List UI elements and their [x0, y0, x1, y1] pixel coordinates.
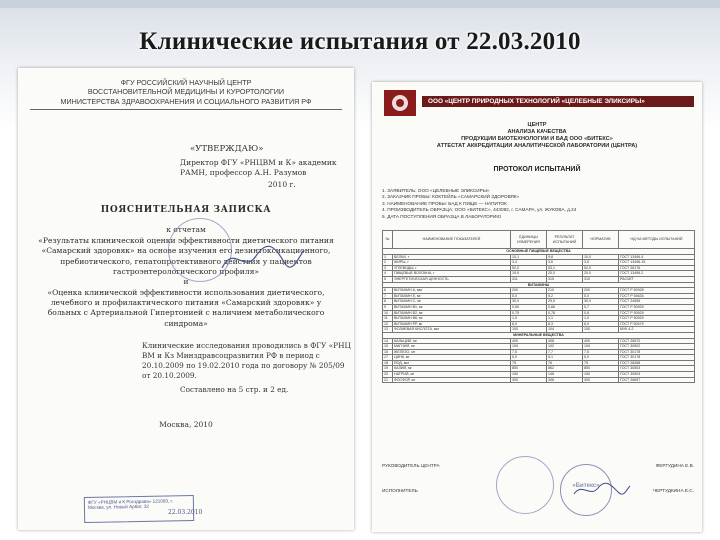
- table-cell: 5: [383, 276, 393, 282]
- table-header-cell: №: [383, 231, 393, 249]
- table-cell: 15: [383, 344, 393, 350]
- table-cell: МУК 4.2: [619, 327, 695, 333]
- table-cell: 7,5: [583, 349, 619, 355]
- table-cell: 75: [511, 360, 547, 366]
- center-heading-line: АНАЛИЗА КАЧЕСТВА: [507, 129, 567, 135]
- table-cell: 16: [383, 349, 393, 355]
- table-cell: 8,3: [547, 321, 583, 327]
- table-cell: 200: [583, 288, 619, 294]
- table-cell: 311: [511, 276, 547, 282]
- table-cell: 148: [547, 372, 583, 378]
- table-header-cell: ЕДИНИЦЫ ИЗМЕРЕНИЯ: [511, 231, 547, 249]
- table-cell: ГОСТ 13496.15: [619, 260, 695, 266]
- table-cell: 17: [383, 355, 393, 361]
- meta-line: 4. ПРОИЗВОДИТЕЛЬ ОБРАЗЦА: ООО «БИТЕКС», 443082, г. САМАРА, ул. ЖУКОВА, д.24: [382, 207, 577, 213]
- report-title-2: «Оценка клинической эффективности использования диетического, лечебного и профилактического питания «Самарский здоровяк» у больных с Артериальной Гипертонией с наличием метаболического синдрома»: [47, 288, 325, 328]
- table-cell: ГОСТ 28458: [619, 360, 695, 366]
- table-cell: ГОСТ Р 54634: [619, 293, 695, 299]
- table-cell: 408: [547, 338, 583, 344]
- protocol-title: ПРОТОКОЛ ИСПЫТАНИЙ: [493, 166, 581, 173]
- table-cell: 3,6: [547, 260, 583, 266]
- city-year: Москва, 2010: [159, 419, 213, 429]
- table-cell: 20,0: [547, 271, 583, 277]
- table-cell: 3: [383, 265, 393, 271]
- table-cell: 18: [383, 360, 393, 366]
- table-cell: 52,0: [511, 265, 547, 271]
- table-cell: 306: [547, 377, 583, 383]
- table-cell: 4: [383, 271, 393, 277]
- table-cell: ГОСТ 30502: [619, 344, 695, 350]
- table-cell: 315: [547, 276, 583, 282]
- table-cell: УГЛЕВОДЫ, г: [393, 265, 511, 271]
- table-cell: 104: [547, 327, 583, 333]
- table-cell: 8: [383, 299, 393, 305]
- company-logo-icon: [382, 88, 418, 118]
- table-cell: 20,0: [583, 271, 619, 277]
- table-cell: 100: [511, 327, 547, 333]
- table-cell: КАЛИЙ, мг: [393, 366, 511, 372]
- table-cell: 850: [583, 366, 619, 372]
- table-cell: 11: [383, 316, 393, 322]
- table-cell: ГОСТ Р 50929: [619, 316, 695, 322]
- table-cell: МАГНИЙ, мг: [393, 344, 511, 350]
- table-cell: 1,1: [547, 316, 583, 322]
- results-table: [382, 230, 695, 383]
- slide-title: Клинические испытания от 22.03.2010: [139, 28, 581, 55]
- table-cell: 30,0: [583, 299, 619, 305]
- table-cell: 862: [547, 366, 583, 372]
- results-table-body: [383, 249, 695, 383]
- table-header-row: [383, 231, 695, 249]
- table-cell: ВИТАМИН В2, мг: [393, 310, 511, 316]
- table-cell: 150: [511, 372, 547, 378]
- table-cell: ГОСТ 30178: [619, 355, 695, 361]
- table-cell: 29,5: [547, 299, 583, 305]
- meta-line: 1. ЗАЯВИТЕЛЬ: ООО «ЦЕЛЕБНЫЕ ЭЛИКСИРЫ»: [382, 188, 490, 193]
- table-cell: РАСЧЕТ: [619, 276, 695, 282]
- table-cell: ГОСТ 30503: [619, 372, 695, 378]
- table-section-cell: МИНЕРАЛЬНЫЕ ВЕЩЕСТВА: [383, 332, 695, 338]
- table-section-cell: ОСНОВНЫЕ ПИЩЕВЫЕ ВЕЩЕСТВА: [383, 249, 695, 255]
- table-cell: 9: [383, 304, 393, 310]
- table-cell: ЭНЕРГЕТИЧЕСКАЯ ЦЕННОСТЬ: [393, 276, 511, 282]
- table-cell: ФОЛИЕВАЯ КИСЛОТА, мкг: [393, 327, 511, 333]
- protocol-meta: [382, 188, 694, 220]
- table-cell: 6: [383, 288, 393, 294]
- table-cell: ГОСТ 30503: [619, 366, 695, 372]
- table-header-cell: РЕЗУЛЬТАТ ИСПЫТАНИЙ: [547, 231, 583, 249]
- table-cell: 300: [511, 377, 547, 383]
- left-doc-header-line: МИНИСТЕРСТВА ЗДРАВООХРАНЕНИЯ И СОЦИАЛЬНОГО РАЗВИТИЯ РФ: [60, 96, 312, 106]
- table-cell: БЕЛКИ, г: [393, 254, 511, 260]
- test-protocol-scan: [372, 82, 702, 532]
- table-cell: 100: [583, 327, 619, 333]
- table-cell: ВИТАМИН Е, мг: [393, 293, 511, 299]
- table-cell: 8,0: [511, 321, 547, 327]
- table-cell: 400: [511, 338, 547, 344]
- table-cell: 5,0: [511, 355, 547, 361]
- meta-line: 3. НАИМЕНОВАНИЕ ПРОБЫ: БАД К ПИЩЕ — НАПИТОК: [382, 200, 507, 206]
- table-cell: 0,65: [511, 304, 547, 310]
- left-doc-header-line: ФГУ РОССИЙСКИЙ НАУЧНЫЙ ЦЕНТР: [120, 78, 252, 87]
- table-row: [383, 377, 695, 383]
- center-heading: [372, 122, 702, 150]
- table-cell: 5,0: [583, 355, 619, 361]
- table-cell: 53,1: [547, 265, 583, 271]
- table-cell: 102: [547, 344, 583, 350]
- table-cell: 0,75: [511, 310, 547, 316]
- table-cell: НАТРИЙ, мг: [393, 372, 511, 378]
- table-cell: 300: [583, 377, 619, 383]
- table-cell: ГОСТ Р 50929: [619, 304, 695, 310]
- table-cell: ГОСТ Р 50929: [619, 310, 695, 316]
- table-cell: ГОСТ 26570: [619, 338, 695, 344]
- table-cell: 75: [583, 360, 619, 366]
- address-stamp: ФГУ «РНЦВМ и К Росздрава» 121069, г. Москва, ул. Новый Арбат, 32: [84, 495, 194, 523]
- meta-line: 2. ЗАКАЗЧИК ПРОБЫ: КОКТЕЙЛЬ «САМАРСКИЙ ЗДОРОВЯК»: [382, 194, 520, 200]
- table-cell: ГОСТ 24556: [619, 299, 695, 305]
- table-cell: 76: [547, 360, 583, 366]
- round-seal-icon: [496, 456, 554, 514]
- table-cell: 10,1: [511, 254, 547, 260]
- table-cell: ГОСТ 13496.4: [619, 254, 695, 260]
- table-cell: ВИТАМИН В6, мг: [393, 316, 511, 322]
- table-cell: ЦИНК, мг: [393, 355, 511, 361]
- table-cell: 21: [383, 377, 393, 383]
- approve-label: «УТВЕРЖДАЮ»: [190, 144, 264, 155]
- table-cell: 8,0: [583, 321, 619, 327]
- signature-icon: [572, 480, 632, 500]
- table-cell: 5,0: [583, 293, 619, 299]
- table-cell: 200: [511, 288, 547, 294]
- table-cell: 5,0: [511, 293, 547, 299]
- table-cell: 210: [547, 288, 583, 294]
- table-cell: 52,0: [583, 265, 619, 271]
- table-cell: ГОСТ 26657: [619, 377, 695, 383]
- table-cell: КАЛЬЦИЙ, мг: [393, 338, 511, 344]
- table-header-cell: НАИМЕНОВАНИЕ ПОКАЗАТЕЛЕЙ: [393, 231, 511, 249]
- center-heading-line: АТТЕСТАТ АККРЕДИТАЦИИ АНАЛИТИЧЕСКОЙ ЛАБОРАТОРИИ (ЦЕНТРА): [436, 143, 638, 149]
- table-cell: 10,0: [583, 254, 619, 260]
- table-header-cell: НД НА МЕТОДЫ ИСПЫТАНИЙ: [619, 231, 695, 249]
- table-cell: 100: [583, 344, 619, 350]
- footer-person: ФЕРГУДИНА Е.В.: [655, 463, 694, 468]
- table-cell: 0,66: [547, 304, 583, 310]
- approval-date: 2010 г.: [268, 180, 296, 190]
- table-cell: ЙОД, мкг: [393, 360, 511, 366]
- report-conjunction: и: [183, 277, 189, 287]
- table-cell: 1,0: [511, 316, 547, 322]
- table-cell: 0,8: [583, 310, 619, 316]
- table-cell: 400: [583, 338, 619, 344]
- left-doc-header: [30, 78, 342, 110]
- left-doc-header-line: ВОССТАНОВИТЕЛЬНОЙ МЕДИЦИНЫ И КУРОРТОЛОГИИ: [87, 87, 285, 97]
- table-cell: ЖИРЫ, г: [393, 260, 511, 266]
- footer-role: РУКОВОДИТЕЛЬ ЦЕНТРА: [382, 463, 440, 468]
- table-cell: ГОСТ 13496.2: [619, 271, 695, 277]
- table-cell: 30,0: [511, 299, 547, 305]
- director-line: Директор ФГУ «РНЦВМ и К» академик РАМН, профессор А.Н. Разумов: [180, 158, 337, 178]
- footer-role: ИСПОЛНИТЕЛЬ: [382, 488, 418, 493]
- left-doc-title: ПОЯСНИТЕЛЬНАЯ ЗАПИСКА: [100, 205, 272, 216]
- table-cell: 150: [583, 372, 619, 378]
- center-heading-line: ЦЕНТР: [527, 122, 547, 128]
- table-cell: 1: [383, 254, 393, 260]
- conducted-paragraph: Клинические исследования проводились в ФГУ «РНЦ ВМ и Кз Минздравсоцразвития РФ в период с 20.10.2009 по 19.02.2010 года по договору № 205/09 от 20.10.2009.: [142, 340, 351, 380]
- table-cell: ВИТАМИН А, мкг: [393, 288, 511, 294]
- table-cell: 19: [383, 366, 393, 372]
- table-cell: ГОСТ 26176: [619, 265, 695, 271]
- table-cell: 10: [383, 310, 393, 316]
- table-cell: 19,9: [511, 271, 547, 277]
- company-banner: ООО «ЦЕНТР ПРИРОДНЫХ ТЕХНОЛОГИЙ «ЦЕЛЕБНЫЕ ЭЛИКСИРЫ»: [422, 96, 694, 107]
- table-cell: 12: [383, 321, 393, 327]
- table-cell: 100: [511, 344, 547, 350]
- table-cell: 5,2: [547, 293, 583, 299]
- table-cell: 9,8: [547, 254, 583, 260]
- table-cell: ВИТАМИН РР, мг: [393, 321, 511, 327]
- table-cell: 14: [383, 338, 393, 344]
- table-cell: ВИТАМИН С, мг: [393, 299, 511, 305]
- center-heading-line: ПРОДУКЦИИ БИОТЕХНОЛОГИИ И БАД ООО «БИТЕКС»: [461, 136, 613, 142]
- table-cell: 3,4: [511, 260, 547, 266]
- table-cell: 13: [383, 327, 393, 333]
- footer-person: ЧЕРТУДКИНА Е.С.: [652, 488, 694, 493]
- table-cell: 0,7: [583, 304, 619, 310]
- handwritten-date: 22.03.2010: [168, 509, 203, 516]
- table-cell: ГОСТ Р 50928: [619, 288, 695, 294]
- table-header-cell: НОРМАТИВ: [583, 231, 619, 249]
- table-cell: ФОСФОР, мг: [393, 377, 511, 383]
- table-cell: 7,7: [547, 349, 583, 355]
- meta-line: 5. ДАТА ПОСТУПЛЕНИЯ ОБРАЗЦА В ЛАБОРАТОРИЮ: [382, 213, 502, 219]
- seal-text: «Битекс»: [572, 483, 600, 489]
- table-cell: ВИТАМИН В1, мг: [393, 304, 511, 310]
- to-reports-label: к отчетам: [166, 225, 206, 235]
- report-title-1: «Результаты клинической оценки эффективности диетического питания «Самарский здоровяк» на основе изучения его дезинтоксикационного, пребиотического, гепатопротективного действия у пациентов гастроэнтерологического профиля»: [38, 236, 334, 276]
- table-cell: 2: [383, 260, 393, 266]
- signature-icon: [218, 238, 308, 278]
- table-cell: 7,5: [511, 349, 547, 355]
- explanatory-note-scan: [18, 68, 354, 530]
- table-cell: ЖЕЛЕЗО, мг: [393, 349, 511, 355]
- table-cell: 20: [383, 372, 393, 378]
- table-cell: 310: [583, 276, 619, 282]
- top-decorative-bar: [0, 0, 720, 8]
- pages-note: Составлено на 5 стр. и 2 ед.: [180, 384, 289, 394]
- table-cell: 0,78: [547, 310, 583, 316]
- table-cell: 1,0: [583, 316, 619, 322]
- table-cell: 3,5: [583, 260, 619, 266]
- table-section-cell: ВИТАМИНЫ: [383, 282, 695, 288]
- table-cell: ГОСТ Р 50479: [619, 321, 695, 327]
- table-cell: ПИЩЕВЫЕ ВОЛОКНА, г: [393, 271, 511, 277]
- table-cell: 850: [511, 366, 547, 372]
- table-cell: 7: [383, 293, 393, 299]
- table-cell: 5,1: [547, 355, 583, 361]
- table-cell: ГОСТ 30178: [619, 349, 695, 355]
